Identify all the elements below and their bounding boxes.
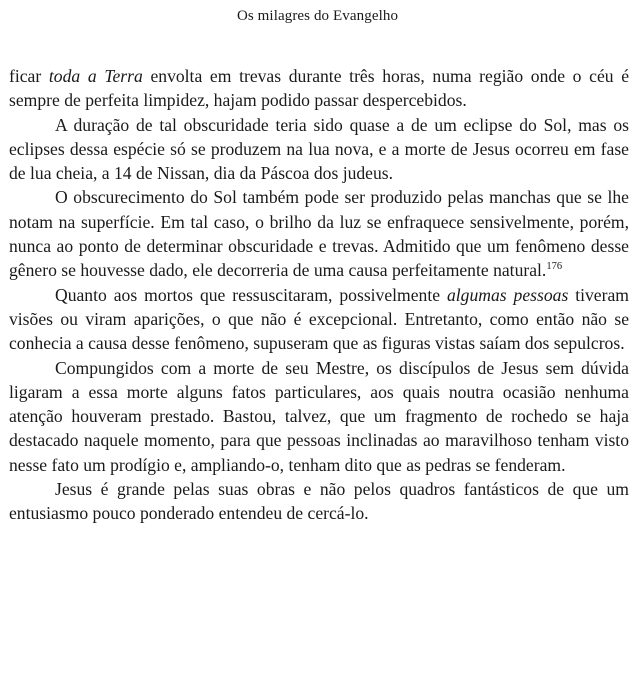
body-text [9, 64, 629, 526]
paragraph-4-emphasis: algumas pessoas [446, 284, 569, 305]
paragraph-1-text-b: envolta em trevas durante três horas, numa região onde o céu é sempre de perfeita limpidez, hajam podido passar despercebidos. [9, 66, 630, 111]
paragraph-5: Compungidos com a morte de seu Mestre, os discípulos de Jesus sem dúvida ligaram a essa morte alguns fatos particulares, aos quais noutra ocasião nenhuma atenção houveram prestado. Bastou, talvez, que um fragmento de rochedo se haja destacado naquele momento, para que pessoas inclinadas ao maravilhoso tenham visto nesse fato um prodígio e, ampliando-o, tenham dito que as pedras se fenderam. [9, 357, 629, 475]
paragraph-1-text-a: ficar [9, 66, 49, 86]
paragraph-4-text-b: tiveram visões ou viram aparições, o que não é excepcional. Entretanto, como então não se conhecia a causa desse fenômeno, supuseram que as figuras vistas saíam dos sepulcros. [9, 284, 629, 354]
paragraph-1 [9, 64, 629, 113]
paragraph-1-emphasis: toda a Terra [48, 66, 143, 86]
footnote-reference[interactable]: 176 [546, 261, 563, 273]
paragraph-6: Jesus é grande pelas suas obras e não pelos quadros fantásticos de que um entusiasmo pouco ponderado entendeu de cercá-lo. [9, 479, 629, 524]
running-head-title: Os milagres do Evangelho [236, 8, 399, 24]
paragraph-3 [9, 185, 629, 282]
paragraph-4-text-a: Quanto aos mortos que ressuscitaram, possivelmente [55, 284, 447, 305]
paragraph-3-text: O obscurecimento do Sol também pode ser produzido pelas manchas que se lhe notam na superfície. Em tal caso, o brilho da luz se enfraquece sensivelmente, porém, nunca ao ponto de determinar obscuridade e trevas. Admitido que um fenômeno desse gênero se houvesse dado, ele decorreria de uma causa perfeitamente natural. [9, 187, 629, 281]
paragraph-2: A duração de tal obscuridade teria sido quase a de um eclipse do Sol, mas os eclipses dessa espécie só se produzem na lua nova, e a morte de Jesus ocorreu em fase de lua cheia, a 14 de Nissan, dia da Páscoa dos judeus. [9, 114, 629, 184]
paragraph-4 [9, 283, 629, 356]
